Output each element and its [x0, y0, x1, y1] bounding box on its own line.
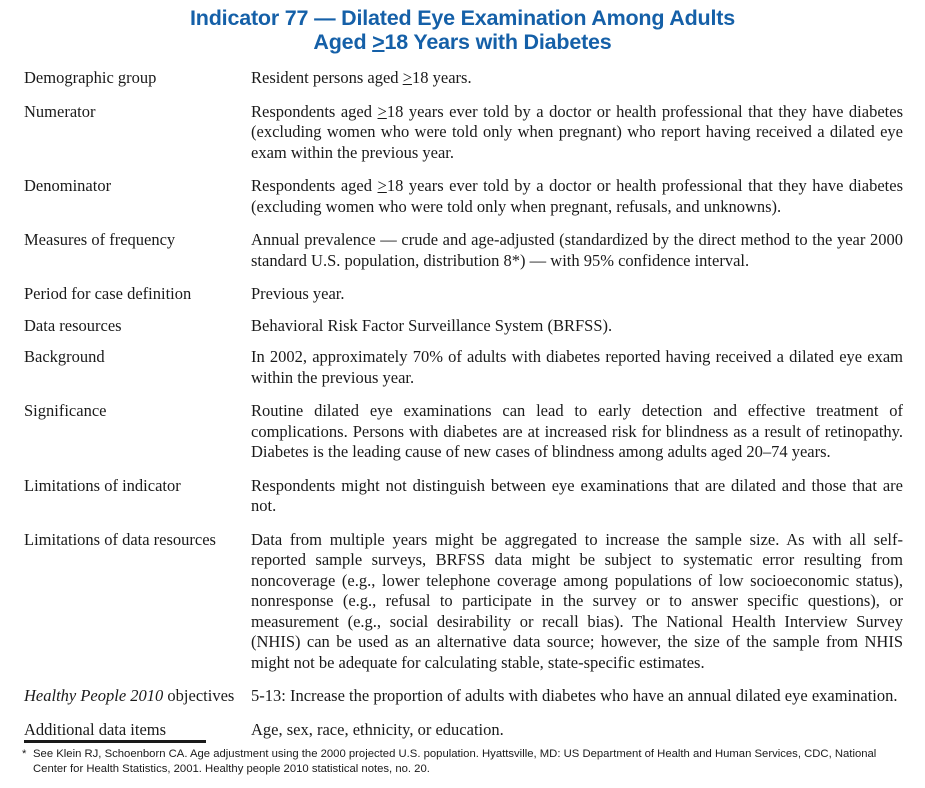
definition-label: Background — [24, 347, 105, 366]
greater-or-equal-symbol: > — [377, 176, 387, 195]
definition-value: 5-13: Increase the proportion of adults with diabetes who have an annual dilated eye examination. — [251, 686, 898, 705]
definition-label: Numerator — [24, 101, 96, 121]
definition-row-demographic-group — [24, 68, 903, 89]
page-title-line-2 — [0, 31, 925, 55]
definition-row-denominator — [24, 176, 903, 217]
page-title-line-1: Indicator 77 — Dilated Eye Examination Among Adults — [190, 6, 735, 30]
page-title — [0, 0, 925, 54]
definition-list — [24, 68, 903, 740]
greater-or-equal-symbol: > — [377, 101, 387, 121]
definition-label: Demographic group — [24, 68, 157, 87]
page-title-line-2-suffix: 18 Years with Diabetes — [384, 29, 612, 54]
definition-value-post: 18 years ever told by a doctor or health professional that they have diabetes (excluding women who were told only when pregnant, refusals, and unknowns). — [251, 176, 903, 216]
definition-label: Measures of frequency — [24, 230, 176, 249]
definition-value: In 2002, approximately 70% of adults with diabetes reported having received a dilated eye exam within the previous year. — [251, 347, 903, 387]
definition-row-background — [24, 347, 903, 388]
definition-label: Additional data items — [24, 719, 167, 739]
page-title-line-2-prefix: Aged — [313, 29, 373, 54]
definition-row-limitations-of-indicator — [24, 476, 903, 517]
definition-label: Period for case definition — [24, 284, 192, 303]
definition-label: Significance — [24, 401, 107, 420]
definition-label: Limitations of indicator — [24, 475, 181, 495]
definition-value-pre: Resident persons aged — [251, 68, 403, 87]
definition-value: Behavioral Risk Factor Surveillance System (BRFSS). — [251, 315, 613, 335]
definition-label — [24, 686, 251, 706]
definition-value-post: 18 years ever told by a doctor or health professional that they have diabetes (excluding women who were told only when pregnant) who report having received a dilated eye exam within the previous year. — [251, 101, 903, 162]
definition-value: Routine dilated eye examinations can lead to early detection and effective treatment of complications. Persons with diabetes are at increased risk for blindness as a result of retinopathy. Diabetes is the leading cause of new cases of blindness among adults aged 20–74 years. — [251, 401, 903, 461]
footnote — [22, 747, 908, 776]
definition-value: Respondents might not distinguish between eye examinations that are dilated and those that are not. — [251, 475, 903, 515]
greater-or-equal-symbol: > — [402, 68, 412, 87]
definition-label: Data resources — [24, 315, 122, 335]
footnote-separator-rule — [24, 740, 206, 743]
definition-row-measures-of-frequency — [24, 230, 903, 271]
definition-label: Denominator — [24, 176, 112, 195]
definition-row-data-resources — [24, 316, 903, 337]
definition-label-rest: objectives — [163, 686, 235, 705]
definition-row-additional-data-items — [24, 720, 903, 741]
footnote-marker: * — [22, 748, 27, 760]
definition-value-post: 18 years. — [412, 68, 472, 87]
definition-value — [251, 102, 903, 164]
definition-row-limitations-of-data-resources — [24, 530, 903, 674]
definition-value-pre: Respondents aged — [251, 101, 378, 121]
definition-row-period-for-case-definition — [24, 284, 903, 305]
definition-label-italic: Healthy People 2010 — [24, 686, 164, 705]
definition-value — [251, 176, 903, 217]
greater-or-equal-symbol: > — [372, 29, 385, 54]
definition-label: Limitations of data resources — [24, 529, 216, 549]
definition-value: Previous year. — [251, 284, 345, 303]
definition-value-pre: Respondents aged — [251, 176, 378, 195]
definition-value — [251, 68, 903, 89]
definition-row-significance — [24, 401, 903, 463]
definition-value: Age, sex, race, ethnicity, or education. — [251, 719, 504, 739]
footnote-text: See Klein RJ, Schoenborn CA. Age adjustment using the 2000 projected U.S. population. Hyattsville, MD: US Department of Health and Human Services, CDC, National Center for Health Statistics, 2001. Healthy people 2010 statistical notes, no. 20. — [33, 748, 877, 775]
definition-value: Data from multiple years might be aggregated to increase the sample size. As with all self-reported sample surveys, BRFSS data might be subject to systematic error resulting from noncoverage (e.g., lower telephone coverage among populations of low socioeconomic status), nonresponse (e.g., refusal to participate in the survey or to answer specific questions), or measurement (e.g., social desirability or recall bias). The National Health Interview Survey (NHIS) can be used as an alternative data source; however, the size of the sample from NHIS might not be adequate for calculating stable, state-specific estimates. — [251, 529, 903, 672]
definition-row-healthy-people-2010-objectives — [24, 686, 903, 707]
definition-value: Annual prevalence — crude and age-adjusted (standardized by the direct method to the year 2000 standard U.S. population, distribution 8*) — with 95% confidence interval. — [251, 230, 903, 270]
definition-row-numerator — [24, 102, 903, 164]
